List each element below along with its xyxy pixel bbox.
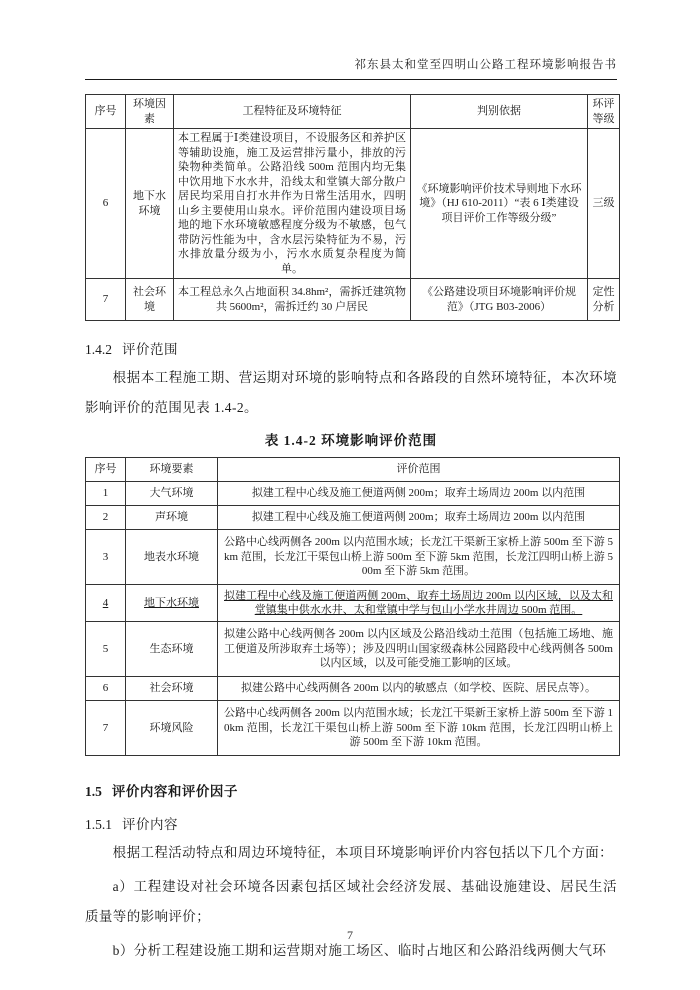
col-header-factor: 环境因素	[126, 95, 174, 129]
col-header-grade: 环评等级	[588, 95, 620, 129]
table-row	[86, 506, 620, 530]
col-header-no: 序号	[86, 95, 126, 129]
table-header-row	[86, 95, 620, 129]
cell-no: 5	[86, 622, 126, 677]
cell-element: 声环境	[126, 506, 218, 530]
section-heading-1-4-2	[85, 338, 617, 358]
col-header-feature: 工程特征及环境特征	[174, 95, 411, 129]
cell-factor: 地下水环境	[126, 129, 174, 279]
cell-element: 地下水环境	[126, 585, 218, 622]
cell-scope: 拟建工程中心线及施工便道两侧 200m、取弃土场周边 200m 以内区域，以及太和堂镇集中供水水井、太和堂镇中学与包山小学水井周边 500m 范围。	[218, 585, 620, 622]
col-header-scope: 评价范围	[218, 458, 620, 482]
cell-no: 4	[86, 585, 126, 622]
section-number: 1.5.1	[85, 817, 112, 833]
cell-no: 6	[86, 129, 126, 279]
section-number: 1.5	[85, 784, 102, 800]
list-item-b: b）分析工程建设施工期和运营期对施工场区、临时占地区和公路沿线两侧大气环	[112, 943, 607, 959]
section-heading-1-5	[85, 780, 617, 800]
cell-scope: 拟建公路中心线两侧各 200m 以内的敏感点（如学校、医院、居民点等）。	[218, 677, 620, 701]
col-header-basis: 判别依据	[411, 95, 588, 129]
cell-no: 7	[86, 701, 126, 756]
cell-scope: 公路中心线两侧各 200m 以内范围水域；长龙江干渠新王家桥上游 500m 至下游 5km 范围，长龙江干渠包山桥上游 500m 至下游 5km 范围，长龙江四明山桥上游 500m 至下游 5km 范围。	[218, 530, 620, 585]
section-title: 评价范围	[122, 342, 178, 358]
cell-scope: 拟建工程中心线及施工便道两侧 200m；取弃土场周边 200m 以内范围	[218, 482, 620, 506]
cell-grade: 三级	[588, 129, 620, 279]
cell-feature: 本工程属于Ⅰ类建设项目，不设服务区和养护区等辅助设施，施工及运营排污量小，排放的污染物种类简单。公路沿线 500m 范围内均无集中饮用地下水水井，沿线太和堂镇大部分散户居民均采用自打水井作为日常生活用水，四明山乡主要使用山泉水。评价范围内建设项目场地的地下水环境敏感程度分级为不敏感，包气带防污性能为中，含水层污染特征为不易，污水排放量分级为小，污水水质复杂程度为简单。	[174, 129, 411, 279]
cell-no: 2	[86, 506, 126, 530]
section-title: 评价内容	[122, 817, 178, 833]
cell-no: 6	[86, 677, 126, 701]
cell-scope: 拟建工程中心线及施工便道两侧 200m；取弃土场周边 200m 以内范围	[218, 506, 620, 530]
table-row	[86, 530, 620, 585]
cell-element: 大气环境	[126, 482, 218, 506]
screening-criteria-table	[85, 94, 620, 321]
evaluation-scope-table	[85, 457, 620, 756]
section-heading-1-5-1	[85, 813, 617, 833]
cell-grade: 定性分析	[588, 279, 620, 321]
table-row	[86, 677, 620, 701]
cell-no: 3	[86, 530, 126, 585]
cell-no: 7	[86, 279, 126, 321]
cell-basis: 《公路建设项目环境影响评价规范》（JTG B03-2006）	[411, 279, 588, 321]
cell-basis: 《环境影响评价技术导则地下水环境》（HJ 610-2011）“表 6 Ⅰ类建设项目评价工作等级分级”	[411, 129, 588, 279]
cell-element: 环境风险	[126, 701, 218, 756]
running-header: 祁东县太和堂至四明山公路工程环境影响报告书	[85, 56, 617, 80]
section-number: 1.4.2	[85, 342, 112, 358]
cell-scope: 拟建公路中心线两侧各 200m 以内区域及公路沿线动土范围（包括施工场地、施工便道及所涉取弃土场等）；涉及四明山国家级森林公园路段中心线两侧各 500m 以内区域，以及可能受施工影响的区域。	[218, 622, 620, 677]
cell-feature: 本工程总永久占地面积 34.8hm²，需拆迁建筑物共 5600m²，需拆迁约 30 户居民	[174, 279, 411, 321]
paragraph-evaluation-content: 根据工程活动特点和周边环境特征，本项目环境影响评价内容包括以下几个方面：	[112, 845, 614, 861]
table-row	[86, 482, 620, 506]
table-row	[86, 129, 620, 279]
cell-element: 社会环境	[126, 677, 218, 701]
cell-scope: 公路中心线两侧各 200m 以内范围水域；长龙江干渠新王家桥上游 500m 至下游 10km 范围，长龙江干渠包山桥上游 500m 至下游 10km 范围，长龙江四明山桥上游 500m 至下游 10km 范围。	[218, 701, 620, 756]
list-item-a: a）工程建设对社会环境各因素包括区域社会经济发展、基础设施建设、居民生活质量等的影响评价；	[85, 879, 617, 924]
cell-element: 生态环境	[126, 622, 218, 677]
table-row	[86, 622, 620, 677]
paragraph-evaluation-scope: 根据本工程施工期、营运期对环境的影响特点和各路段的自然环境特征，本次环境影响评价的范围见表 1.4-2。	[85, 370, 617, 415]
table-row	[86, 701, 620, 756]
page-number: 7	[347, 928, 353, 942]
table-row	[86, 279, 620, 321]
table-row-underlined	[86, 585, 620, 622]
cell-element: 地表水环境	[126, 530, 218, 585]
col-header-no: 序号	[86, 458, 126, 482]
cell-no: 1	[86, 482, 126, 506]
table-caption: 表 1.4-2 环境影响评价范围	[264, 433, 438, 449]
cell-factor: 社会环境	[126, 279, 174, 321]
section-title: 评价内容和评价因子	[111, 784, 238, 800]
table-header-row	[86, 458, 620, 482]
col-header-element: 环境要素	[126, 458, 218, 482]
